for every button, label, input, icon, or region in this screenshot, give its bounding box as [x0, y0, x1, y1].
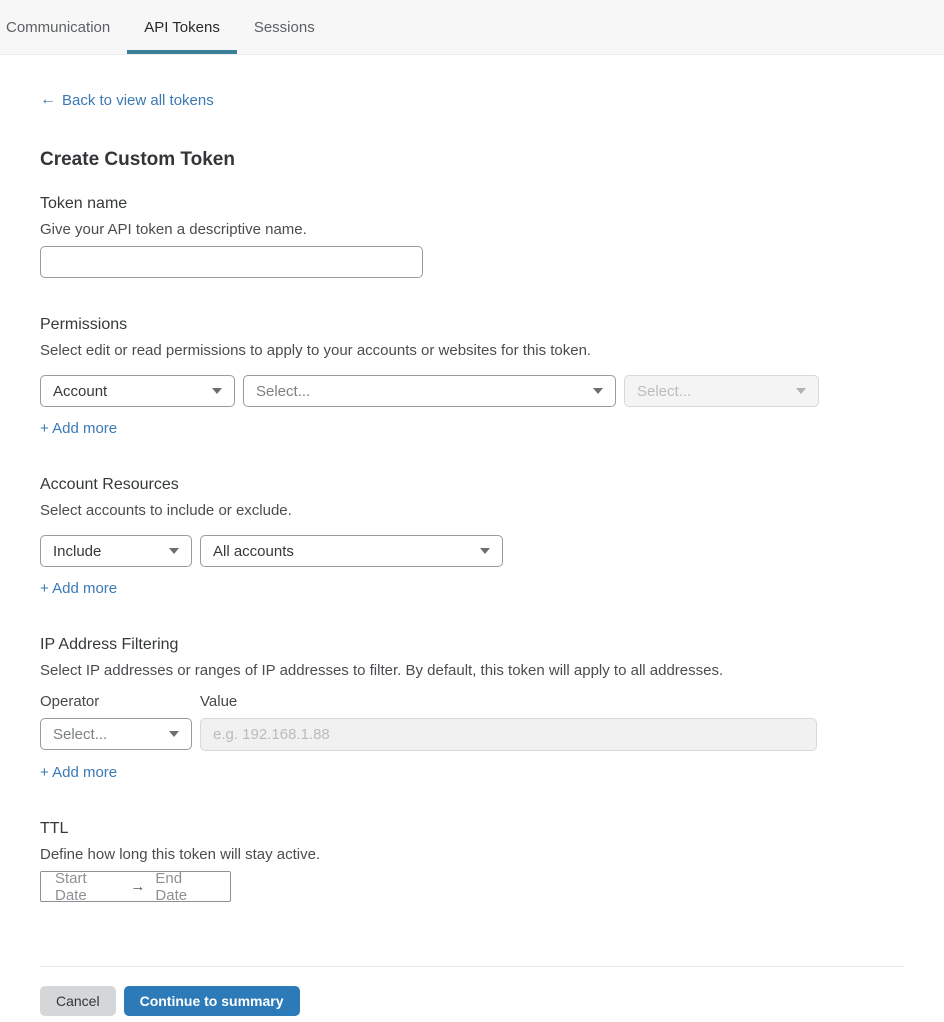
- right-arrow-icon: →: [130, 878, 146, 895]
- chevron-down-icon: [593, 388, 603, 394]
- operator-label: Operator: [40, 693, 100, 710]
- chevron-down-icon: [796, 388, 806, 394]
- permissions-section: [40, 316, 904, 438]
- chevron-down-icon: [212, 388, 222, 394]
- back-arrow-icon: ←: [40, 91, 56, 108]
- cancel-button[interactable]: Cancel: [40, 986, 116, 1016]
- tab-bar: [0, 0, 944, 55]
- select-value: Include: [53, 542, 102, 560]
- chevron-down-icon: [480, 548, 490, 554]
- footer-actions: [40, 986, 904, 1016]
- select-value: All accounts: [213, 542, 294, 560]
- ip-filtering-add-more-link[interactable]: + Add more: [40, 764, 118, 781]
- select-value: Select...: [256, 382, 311, 400]
- select-value: Select...: [53, 725, 108, 743]
- tab-label: API Tokens: [144, 18, 220, 36]
- token-name-input[interactable]: [40, 246, 423, 278]
- permission-level-select: [624, 375, 819, 407]
- main-content: [0, 55, 944, 1016]
- ttl-heading: TTL: [40, 820, 69, 837]
- token-name-section: [40, 195, 904, 278]
- tab-label: Sessions: [253, 18, 315, 36]
- tab-sessions[interactable]: [237, 0, 332, 54]
- select-value: Account: [53, 382, 108, 400]
- select-value: Select...: [637, 382, 692, 400]
- token-name-description: Give your API token a descriptive name.: [40, 221, 307, 238]
- ip-filtering-row: [40, 718, 904, 751]
- permissions-add-more-link[interactable]: + Add more: [40, 420, 118, 437]
- permissions-row: [40, 375, 904, 407]
- value-label: Value: [200, 693, 238, 710]
- permission-group-select[interactable]: [243, 375, 616, 407]
- ttl-section: [40, 820, 904, 902]
- accounts-select[interactable]: [200, 535, 503, 567]
- ip-filtering-section: [40, 636, 904, 782]
- back-to-tokens-link[interactable]: [40, 91, 214, 109]
- chevron-down-icon: [169, 548, 179, 554]
- permission-scope-select[interactable]: [40, 375, 235, 407]
- tab-communication[interactable]: [6, 0, 127, 54]
- include-exclude-select[interactable]: [40, 535, 192, 567]
- ip-value-input: [200, 718, 817, 751]
- footer-divider: [40, 966, 904, 967]
- ttl-date-range-picker[interactable]: [40, 871, 231, 902]
- ip-filtering-description: Select IP addresses or ranges of IP addresses to filter. By default, this token will apply to all addresses.: [40, 662, 724, 679]
- account-resources-add-more-link[interactable]: + Add more: [40, 580, 118, 597]
- page-title: Create Custom Token: [40, 149, 235, 170]
- end-date-placeholder: End Date: [155, 869, 188, 904]
- operator-select[interactable]: [40, 718, 192, 750]
- back-link-label: Back to view all tokens: [62, 91, 214, 109]
- continue-to-summary-button[interactable]: Continue to summary: [124, 986, 300, 1016]
- chevron-down-icon: [169, 731, 179, 737]
- tab-api-tokens[interactable]: [127, 0, 237, 54]
- tab-label: Communication: [6, 18, 111, 36]
- start-date-placeholder: Start Date: [55, 869, 87, 904]
- ip-field-labels: [40, 693, 904, 710]
- account-resources-section: [40, 476, 904, 598]
- ip-filtering-heading: IP Address Filtering: [40, 636, 179, 653]
- account-resources-description: Select accounts to include or exclude.: [40, 502, 292, 519]
- permissions-heading: Permissions: [40, 316, 128, 333]
- token-name-label: Token name: [40, 195, 128, 212]
- account-resources-row: [40, 535, 904, 567]
- ttl-description: Define how long this token will stay active.: [40, 846, 321, 863]
- account-resources-heading: Account Resources: [40, 476, 179, 493]
- permissions-description: Select edit or read permissions to apply to your accounts or websites for this token.: [40, 342, 592, 359]
